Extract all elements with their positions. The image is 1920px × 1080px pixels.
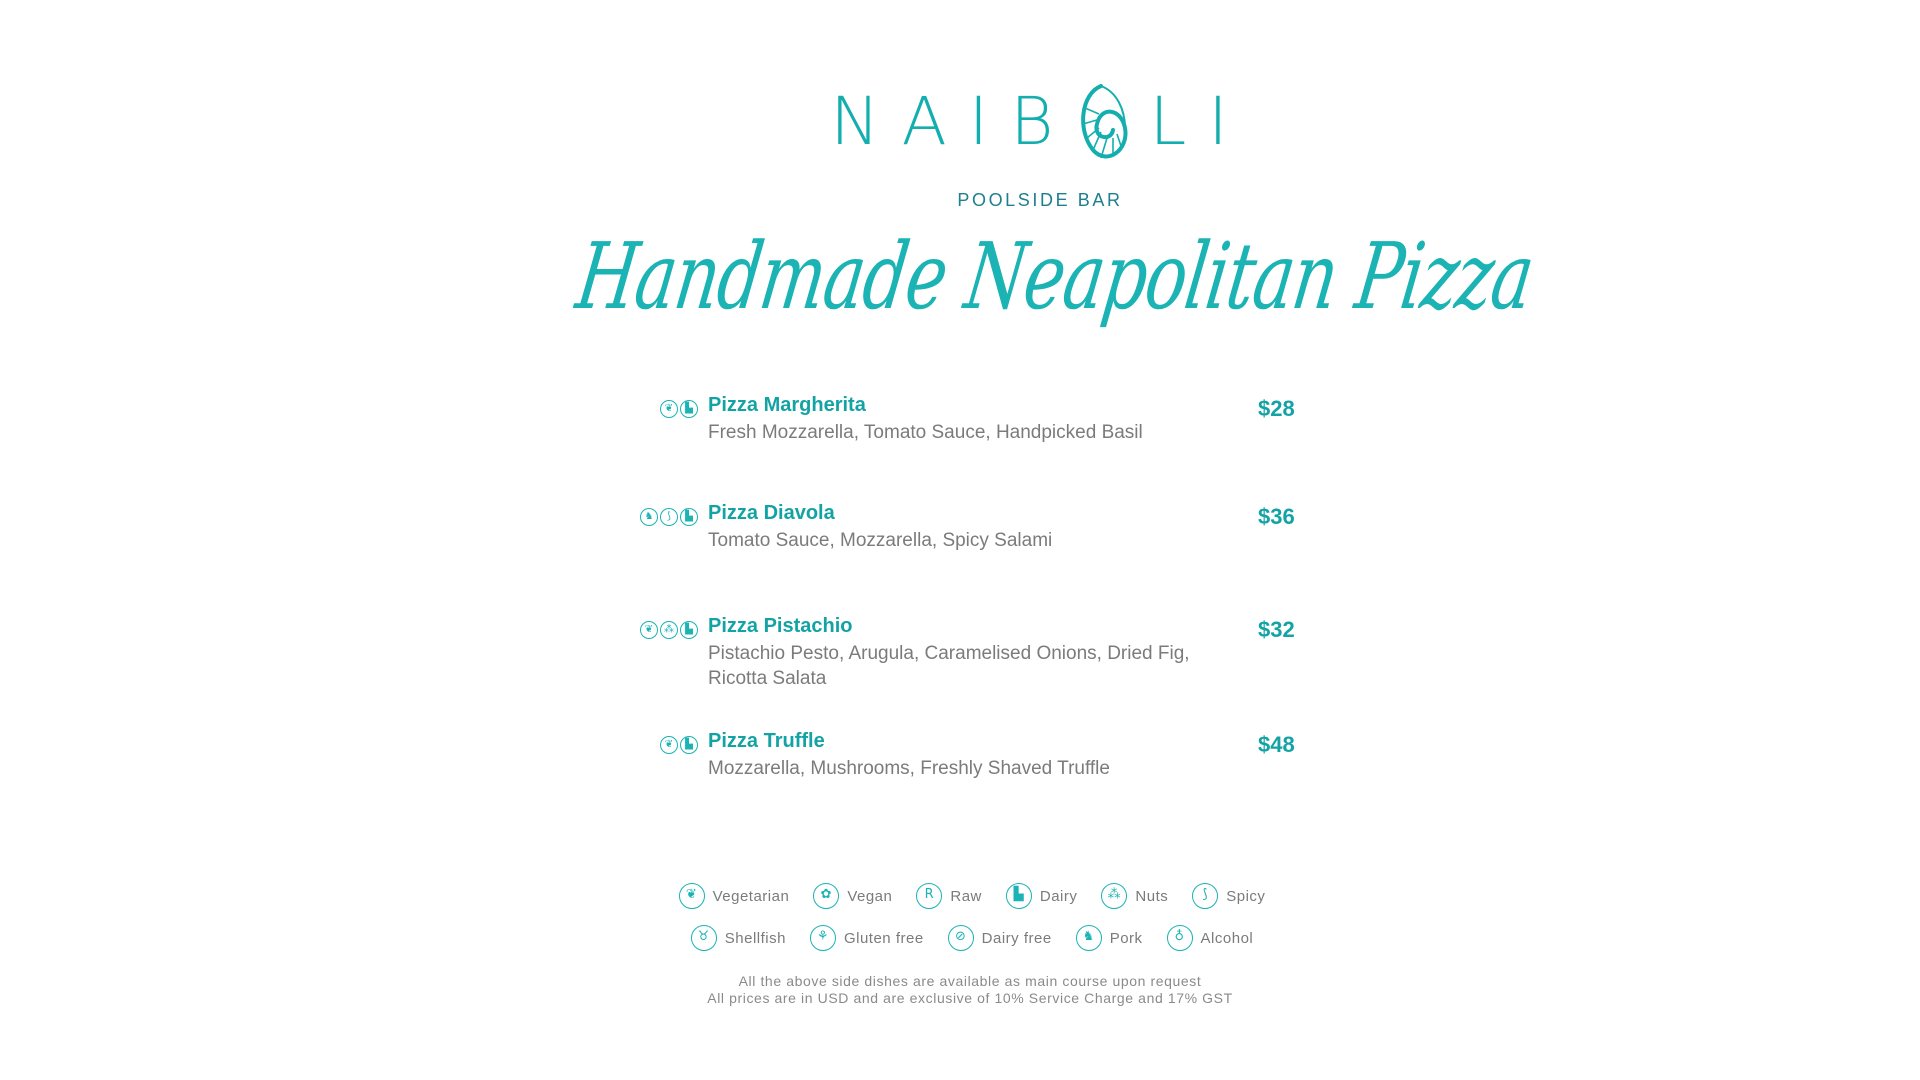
item-dietary-icons	[660, 400, 698, 418]
item-name: Pizza Diavola	[708, 502, 835, 524]
gluten-free-icon: ⚘	[810, 925, 836, 951]
legend-row-1	[12, 883, 1920, 909]
item-name: Pizza Truffle	[708, 730, 825, 752]
item-description: Tomato Sauce, Mozzarella, Spicy Salami	[708, 530, 1053, 551]
vegetarian-icon: ❦	[660, 736, 678, 754]
legend-item-alcohol	[1167, 925, 1254, 951]
legend-item-vegetarian	[679, 883, 790, 909]
dairy-icon: ▙	[680, 621, 698, 639]
legend-item-dairy	[1006, 883, 1078, 909]
legend-row-2	[12, 925, 1920, 951]
legend-item-nuts	[1101, 883, 1168, 909]
item-price: $48	[1258, 732, 1295, 757]
vegetarian-icon: ❦	[640, 621, 658, 639]
legend-label: Gluten free	[843, 929, 924, 947]
item-dietary-icons	[660, 736, 698, 754]
legend-label: Vegetarian	[712, 887, 790, 905]
brand-logo	[0, 80, 1920, 211]
legend-item-dairy-free	[948, 925, 1052, 951]
footer-line-1: All the above side dishes are available as main course upon request	[738, 973, 1202, 989]
legend-item-spicy	[1192, 883, 1265, 909]
item-dietary-icons	[640, 621, 698, 639]
item-price: $32	[1258, 617, 1295, 642]
legend-item-vegan	[813, 883, 892, 909]
legend-item-shellfish	[691, 925, 786, 951]
brand-name-right: LI	[1149, 83, 1250, 160]
spicy-icon: ⟆	[1192, 883, 1218, 909]
brand-wordmark	[830, 80, 1249, 164]
menu-item	[0, 730, 1920, 810]
menu-heading	[0, 224, 1920, 331]
item-description: Pistachio Pesto, Arugula, Caramelised Onions, Dried Fig, Ricotta Salata	[708, 643, 1190, 689]
dairy-icon: ▙	[680, 508, 698, 526]
item-name: Pizza Pistachio	[708, 615, 853, 637]
alcohol-icon: ♁	[1167, 925, 1193, 951]
legend-label: Dairy	[1039, 887, 1078, 905]
dairy-icon: ▙	[1006, 883, 1032, 909]
vegetarian-icon: ❦	[660, 400, 678, 418]
item-price: $36	[1258, 504, 1295, 529]
footer-note	[10, 973, 1920, 1007]
menu-item	[0, 394, 1920, 474]
vegan-icon: ✿	[813, 883, 839, 909]
brand-subtitle: POOLSIDE BAR	[957, 190, 1123, 210]
nautilus-shell-icon	[1071, 80, 1131, 164]
legend-label: Pork	[1109, 929, 1143, 947]
item-dietary-icons	[640, 508, 698, 526]
item-description: Fresh Mozzarella, Tomato Sauce, Handpicked Basil	[708, 422, 1143, 443]
spicy-icon: ⟆	[660, 508, 678, 526]
item-name: Pizza Margherita	[708, 394, 866, 416]
footer-line-2: All prices are in USD and are exclusive of 10% Service Charge and 17% GST	[707, 990, 1233, 1006]
shellfish-icon: ♉	[691, 925, 717, 951]
dairy-icon: ▙	[680, 400, 698, 418]
menu-heading-text: Handmade Neapolitan Pizza	[570, 224, 1540, 331]
legend-label: Raw	[950, 887, 982, 905]
raw-icon: R	[916, 883, 942, 909]
pork-icon: ♞	[640, 508, 658, 526]
brand-name-left: NAIB	[830, 83, 1076, 160]
vegetarian-icon: ❦	[679, 883, 705, 909]
item-price: $28	[1258, 396, 1295, 421]
nuts-icon: ⁂	[1101, 883, 1127, 909]
dairy-free-icon: ⊘	[948, 925, 974, 951]
menu-item	[0, 615, 1920, 695]
legend-label: Shellfish	[724, 929, 786, 947]
pork-icon: ♞	[1076, 925, 1102, 951]
legend-label: Vegan	[847, 887, 893, 905]
legend-label: Alcohol	[1200, 929, 1254, 947]
nuts-icon: ⁂	[660, 621, 678, 639]
legend-label: Nuts	[1135, 887, 1169, 905]
legend-label: Spicy	[1226, 887, 1266, 905]
legend-label: Dairy free	[981, 929, 1052, 947]
dairy-icon: ▙	[680, 736, 698, 754]
legend-item-pork	[1076, 925, 1143, 951]
item-description: Mozzarella, Mushrooms, Freshly Shaved Truffle	[708, 758, 1110, 779]
menu-item	[0, 502, 1920, 582]
legend-item-raw	[916, 883, 982, 909]
legend-item-gluten-free	[810, 925, 924, 951]
